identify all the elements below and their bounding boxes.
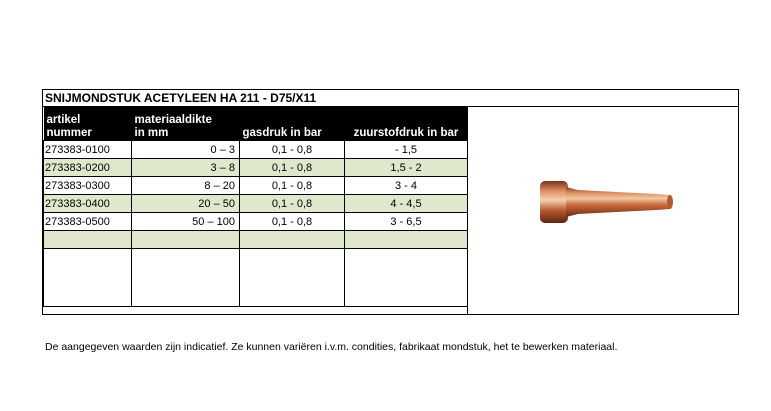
table-row — [44, 213, 468, 231]
cell-empty — [345, 249, 468, 307]
table-row — [44, 159, 468, 177]
cell-zuurstof: 1,5 - 2 — [345, 159, 468, 177]
cell-artikel: 273383-0500 — [44, 213, 132, 231]
cell-artikel: 273383-0200 — [44, 159, 132, 177]
cell-empty — [44, 231, 132, 249]
cell-gasdruk: 0,1 - 0,8 — [240, 159, 345, 177]
cell-empty — [240, 231, 345, 249]
col-header-materiaal — [132, 106, 240, 141]
cell-materiaal: 3 – 8 — [132, 159, 240, 177]
cell-empty — [132, 231, 240, 249]
cell-artikel: 273383-0100 — [44, 141, 132, 159]
col-header-materiaal-line1: materiaaldikte — [134, 114, 212, 126]
table-row — [44, 141, 468, 159]
sheet-title: SNIJMONDSTUK ACETYLEEN HA 211 - D75/X11 — [43, 90, 738, 107]
col-header-artikel — [44, 106, 132, 141]
cell-materiaal: 0 – 3 — [132, 141, 240, 159]
spec-table — [43, 106, 468, 307]
cell-artikel: 273383-0300 — [44, 177, 132, 195]
nozzle-body — [566, 187, 672, 217]
table-header-row — [44, 106, 468, 141]
cell-empty — [240, 249, 345, 307]
cell-empty — [132, 249, 240, 307]
table-row-empty — [44, 231, 468, 249]
col-header-materiaal-line2: in mm — [134, 127, 169, 139]
cell-artikel: 273383-0400 — [44, 195, 132, 213]
cell-zuurstof: 4 - 4,5 — [345, 195, 468, 213]
cell-empty — [44, 249, 132, 307]
cell-materiaal: 50 – 100 — [132, 213, 240, 231]
product-image-panel — [467, 106, 738, 314]
nozzle-tip — [667, 195, 673, 209]
cutting-nozzle-image — [538, 174, 678, 232]
spec-sheet — [42, 89, 739, 315]
cell-materiaal: 20 – 50 — [132, 195, 240, 213]
table-row-empty — [44, 249, 468, 307]
cell-zuurstof: 3 - 4 — [345, 177, 468, 195]
disclaimer-note: De aangegeven waarden zijn indicatief. Ze kunnen variëren i.v.m. condities, fabrikaat mondstuk, het te bewerken materiaal. — [45, 341, 618, 353]
cell-gasdruk: 0,1 - 0,8 — [240, 213, 345, 231]
table-row — [44, 177, 468, 195]
col-header-artikel-line2: nummer — [46, 127, 92, 139]
nozzle-collar — [540, 181, 568, 223]
cell-gasdruk: 0,1 - 0,8 — [240, 141, 345, 159]
col-header-zuurstofdruk: zuurstofdruk in bar — [345, 106, 468, 141]
cell-zuurstof: - 1,5 — [345, 141, 468, 159]
cell-gasdruk: 0,1 - 0,8 — [240, 177, 345, 195]
cell-gasdruk: 0,1 - 0,8 — [240, 195, 345, 213]
cell-zuurstof: 3 - 6,5 — [345, 213, 468, 231]
col-header-artikel-line1: artikel — [46, 114, 81, 126]
table-row — [44, 195, 468, 213]
cell-materiaal: 8 – 20 — [132, 177, 240, 195]
cell-empty — [345, 231, 468, 249]
col-header-gasdruk: gasdruk in bar — [240, 106, 345, 141]
